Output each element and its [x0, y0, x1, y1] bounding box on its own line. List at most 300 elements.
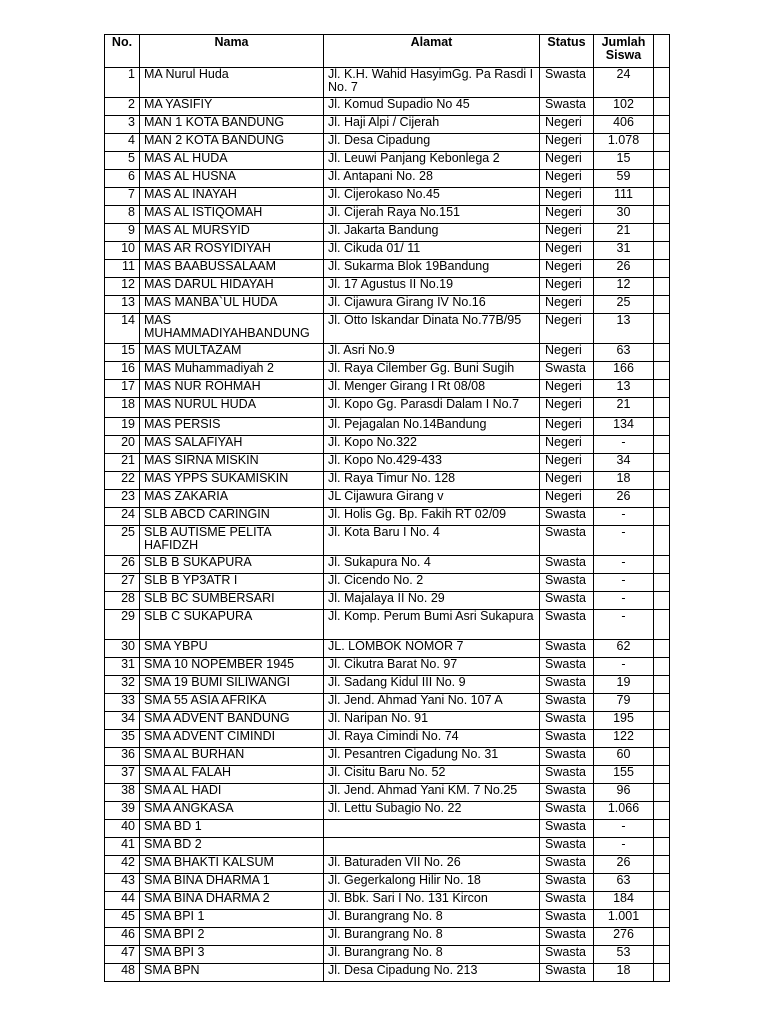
- cell-nama: SMA BD 1: [140, 820, 324, 838]
- cell-no: 40: [105, 820, 140, 838]
- cell-status: Negeri: [540, 490, 594, 508]
- cell-nama: SMA BPI 1: [140, 910, 324, 928]
- cell-no: 28: [105, 592, 140, 610]
- table-row: [105, 508, 670, 526]
- cell-no: 27: [105, 574, 140, 592]
- cell-no: 43: [105, 874, 140, 892]
- cell-status: Negeri: [540, 436, 594, 454]
- cell-jumlah-siswa: 26: [594, 260, 654, 278]
- cell-extra: [654, 910, 670, 928]
- cell-no: 35: [105, 730, 140, 748]
- cell-no: 6: [105, 170, 140, 188]
- cell-status: Swasta: [540, 874, 594, 892]
- cell-alamat: Jl. Otto Iskandar Dinata No.77B/95: [324, 314, 540, 344]
- cell-extra: [654, 676, 670, 694]
- cell-no: 9: [105, 224, 140, 242]
- cell-no: 4: [105, 134, 140, 152]
- table-row: [105, 712, 670, 730]
- table-row: [105, 242, 670, 260]
- cell-nama: MAS AL INAYAH: [140, 188, 324, 206]
- cell-nama: MAS NURUL HUDA: [140, 398, 324, 418]
- cell-jumlah-siswa: 13: [594, 314, 654, 344]
- header-jumlah: Jumlah: [601, 35, 646, 49]
- cell-extra: [654, 380, 670, 398]
- cell-alamat: JL. LOMBOK NOMOR 7: [324, 640, 540, 658]
- cell-status: Negeri: [540, 188, 594, 206]
- cell-status: Negeri: [540, 418, 594, 436]
- cell-extra: [654, 490, 670, 508]
- cell-nama: SMA ANGKASA: [140, 802, 324, 820]
- cell-extra: [654, 784, 670, 802]
- school-table: [104, 34, 670, 982]
- cell-nama: SMA AL BURHAN: [140, 748, 324, 766]
- cell-alamat: Jl. Burangrang No. 8: [324, 928, 540, 946]
- cell-nama: MAS PERSIS: [140, 418, 324, 436]
- header-status: Status: [540, 35, 594, 68]
- cell-no: 31: [105, 658, 140, 676]
- cell-nama: MAS AL HUDA: [140, 152, 324, 170]
- table-row: [105, 574, 670, 592]
- cell-nama: SLB ABCD CARINGIN: [140, 508, 324, 526]
- cell-alamat: Jl. Kota Baru I No. 4: [324, 526, 540, 556]
- cell-extra: [654, 436, 670, 454]
- cell-jumlah-siswa: 31: [594, 242, 654, 260]
- cell-no: 44: [105, 892, 140, 910]
- cell-jumlah-siswa: -: [594, 658, 654, 676]
- cell-jumlah-siswa: 18: [594, 964, 654, 982]
- cell-extra: [654, 802, 670, 820]
- cell-status: Swasta: [540, 964, 594, 982]
- cell-status: Negeri: [540, 242, 594, 260]
- cell-alamat: Jl. Cikuda 01/ 11: [324, 242, 540, 260]
- cell-no: 10: [105, 242, 140, 260]
- table-row: [105, 658, 670, 676]
- table-row: [105, 436, 670, 454]
- cell-no: 42: [105, 856, 140, 874]
- cell-alamat: Jl. Kopo No.322: [324, 436, 540, 454]
- cell-jumlah-siswa: -: [594, 508, 654, 526]
- cell-no: 22: [105, 472, 140, 490]
- table-row: [105, 928, 670, 946]
- table-row: [105, 856, 670, 874]
- cell-nama: MAS AL MURSYID: [140, 224, 324, 242]
- table-row: [105, 170, 670, 188]
- cell-status: Negeri: [540, 296, 594, 314]
- table-row: [105, 418, 670, 436]
- cell-status: Swasta: [540, 856, 594, 874]
- cell-alamat: Jl. Jend. Ahmad Yani No. 107 A: [324, 694, 540, 712]
- cell-jumlah-siswa: 276: [594, 928, 654, 946]
- cell-jumlah-siswa: 195: [594, 712, 654, 730]
- cell-status: Swasta: [540, 730, 594, 748]
- cell-no: 48: [105, 964, 140, 982]
- header-extra: [654, 35, 670, 68]
- cell-alamat: Jl. Holis Gg. Bp. Fakih RT 02/09: [324, 508, 540, 526]
- header-alamat: Alamat: [324, 35, 540, 68]
- cell-nama: MAS DARUL HIDAYAH: [140, 278, 324, 296]
- cell-extra: [654, 658, 670, 676]
- cell-nama: SMA 10 NOPEMBER 1945: [140, 658, 324, 676]
- table-row: [105, 592, 670, 610]
- cell-nama: SMA BINA DHARMA 2: [140, 892, 324, 910]
- cell-extra: [654, 712, 670, 730]
- cell-alamat: Jl. Pejagalan No.14Bandung: [324, 418, 540, 436]
- table-row: [105, 68, 670, 98]
- table-row: [105, 892, 670, 910]
- cell-no: 46: [105, 928, 140, 946]
- cell-status: Swasta: [540, 694, 594, 712]
- cell-alamat: Jl. Raya Cimindi No. 74: [324, 730, 540, 748]
- cell-jumlah-siswa: 30: [594, 206, 654, 224]
- cell-nama: MAS MULTAZAM: [140, 344, 324, 362]
- cell-no: 14: [105, 314, 140, 344]
- cell-extra: [654, 242, 670, 260]
- cell-status: Swasta: [540, 910, 594, 928]
- cell-jumlah-siswa: -: [594, 820, 654, 838]
- cell-alamat: Jl. Komp. Perum Bumi Asri Sukapura: [324, 610, 540, 640]
- cell-no: 19: [105, 418, 140, 436]
- cell-no: 29: [105, 610, 140, 640]
- cell-status: Negeri: [540, 454, 594, 472]
- cell-jumlah-siswa: 21: [594, 224, 654, 242]
- cell-jumlah-siswa: -: [594, 526, 654, 556]
- cell-alamat: Jl. Haji Alpi / Cijerah: [324, 116, 540, 134]
- cell-nama: SMA AL HADI: [140, 784, 324, 802]
- cell-nama: SMA ADVENT CIMINDI: [140, 730, 324, 748]
- cell-extra: [654, 508, 670, 526]
- cell-nama: MAS BAABUSSALAAM: [140, 260, 324, 278]
- cell-no: 36: [105, 748, 140, 766]
- cell-no: 45: [105, 910, 140, 928]
- cell-status: Negeri: [540, 472, 594, 490]
- cell-jumlah-siswa: 53: [594, 946, 654, 964]
- cell-nama: MAS ZAKARIA: [140, 490, 324, 508]
- cell-jumlah-siswa: 59: [594, 170, 654, 188]
- cell-jumlah-siswa: 63: [594, 874, 654, 892]
- table-row: [105, 802, 670, 820]
- cell-jumlah-siswa: 134: [594, 418, 654, 436]
- cell-alamat: Jl. Bbk. Sari I No. 131 Kircon: [324, 892, 540, 910]
- cell-no: 32: [105, 676, 140, 694]
- cell-nama: MAS MUHAMMADIYAHBANDUNG: [140, 314, 324, 344]
- cell-no: 47: [105, 946, 140, 964]
- cell-nama: MAS AL HUSNA: [140, 170, 324, 188]
- cell-alamat: Jl. Sukapura No. 4: [324, 556, 540, 574]
- cell-status: Swasta: [540, 946, 594, 964]
- cell-nama: SMA YBPU: [140, 640, 324, 658]
- cell-extra: [654, 730, 670, 748]
- cell-no: 5: [105, 152, 140, 170]
- cell-jumlah-siswa: 122: [594, 730, 654, 748]
- cell-jumlah-siswa: 19: [594, 676, 654, 694]
- cell-status: Swasta: [540, 838, 594, 856]
- cell-extra: [654, 398, 670, 418]
- cell-alamat: Jl. Asri No.9: [324, 344, 540, 362]
- table-row: [105, 748, 670, 766]
- table-row: [105, 472, 670, 490]
- table-row: [105, 362, 670, 380]
- cell-extra: [654, 574, 670, 592]
- cell-status: Swasta: [540, 574, 594, 592]
- table-row: [105, 344, 670, 362]
- cell-jumlah-siswa: 1.001: [594, 910, 654, 928]
- cell-extra: [654, 640, 670, 658]
- cell-alamat: Jl. Desa Cipadung: [324, 134, 540, 152]
- cell-extra: [654, 314, 670, 344]
- cell-extra: [654, 526, 670, 556]
- cell-jumlah-siswa: -: [594, 838, 654, 856]
- cell-jumlah-siswa: -: [594, 436, 654, 454]
- table-row: [105, 874, 670, 892]
- cell-extra: [654, 472, 670, 490]
- cell-status: Negeri: [540, 116, 594, 134]
- cell-nama: MAN 1 KOTA BANDUNG: [140, 116, 324, 134]
- table-row: [105, 206, 670, 224]
- cell-alamat: Jl. Cisitu Baru No. 52: [324, 766, 540, 784]
- cell-alamat: Jl. Jakarta Bandung: [324, 224, 540, 242]
- table-body: [105, 68, 670, 982]
- table-row: [105, 730, 670, 748]
- table-row: [105, 820, 670, 838]
- table-row: [105, 116, 670, 134]
- cell-jumlah-siswa: 406: [594, 116, 654, 134]
- cell-jumlah-siswa: 1.066: [594, 802, 654, 820]
- cell-extra: [654, 946, 670, 964]
- cell-no: 7: [105, 188, 140, 206]
- table-row: [105, 640, 670, 658]
- cell-extra: [654, 362, 670, 380]
- cell-alamat: Jl. Sadang Kidul III No. 9: [324, 676, 540, 694]
- cell-extra: [654, 68, 670, 98]
- cell-status: Negeri: [540, 278, 594, 296]
- cell-alamat: Jl. Antapani No. 28: [324, 170, 540, 188]
- cell-jumlah-siswa: -: [594, 574, 654, 592]
- cell-extra: [654, 748, 670, 766]
- cell-jumlah-siswa: 63: [594, 344, 654, 362]
- table-row: [105, 964, 670, 982]
- table-row: [105, 278, 670, 296]
- cell-alamat: Jl. Pesantren Cigadung No. 31: [324, 748, 540, 766]
- cell-no: 34: [105, 712, 140, 730]
- cell-nama: SMA BPI 2: [140, 928, 324, 946]
- cell-extra: [654, 454, 670, 472]
- table-row: [105, 380, 670, 398]
- cell-alamat: Jl. Cikutra Barat No. 97: [324, 658, 540, 676]
- cell-extra: [654, 856, 670, 874]
- cell-no: 26: [105, 556, 140, 574]
- cell-status: Swasta: [540, 784, 594, 802]
- cell-no: 2: [105, 98, 140, 116]
- cell-no: 24: [105, 508, 140, 526]
- cell-jumlah-siswa: 24: [594, 68, 654, 98]
- cell-alamat: [324, 820, 540, 838]
- table-row: [105, 676, 670, 694]
- cell-no: 8: [105, 206, 140, 224]
- cell-nama: MAS AL ISTIQOMAH: [140, 206, 324, 224]
- cell-extra: [654, 820, 670, 838]
- cell-extra: [654, 556, 670, 574]
- cell-status: Swasta: [540, 640, 594, 658]
- cell-no: 30: [105, 640, 140, 658]
- table-row: [105, 694, 670, 712]
- cell-status: Swasta: [540, 362, 594, 380]
- cell-alamat: Jl. Kopo Gg. Parasdi Dalam I No.7: [324, 398, 540, 418]
- header-jumlah-siswa: [594, 35, 654, 68]
- cell-alamat: [324, 838, 540, 856]
- cell-alamat: JL Cijawura Girang v: [324, 490, 540, 508]
- cell-alamat: Jl. Gegerkalong Hilir No. 18: [324, 874, 540, 892]
- cell-jumlah-siswa: 15: [594, 152, 654, 170]
- cell-status: Swasta: [540, 98, 594, 116]
- cell-extra: [654, 874, 670, 892]
- table-row: [105, 526, 670, 556]
- cell-no: 16: [105, 362, 140, 380]
- cell-alamat: Jl. Kopo No.429-433: [324, 454, 540, 472]
- table-row: [105, 296, 670, 314]
- cell-nama: SLB B SUKAPURA: [140, 556, 324, 574]
- table-row: [105, 946, 670, 964]
- cell-nama: MAS NUR ROHMAH: [140, 380, 324, 398]
- cell-status: Swasta: [540, 892, 594, 910]
- cell-extra: [654, 278, 670, 296]
- cell-extra: [654, 170, 670, 188]
- cell-nama: SMA BPN: [140, 964, 324, 982]
- cell-extra: [654, 610, 670, 640]
- cell-jumlah-siswa: -: [594, 556, 654, 574]
- cell-jumlah-siswa: 111: [594, 188, 654, 206]
- cell-jumlah-siswa: 21: [594, 398, 654, 418]
- cell-no: 18: [105, 398, 140, 418]
- cell-extra: [654, 964, 670, 982]
- cell-no: 25: [105, 526, 140, 556]
- cell-nama: SMA BINA DHARMA 1: [140, 874, 324, 892]
- cell-nama: MA Nurul Huda: [140, 68, 324, 98]
- table-row: [105, 454, 670, 472]
- cell-alamat: Jl. Raya Timur No. 128: [324, 472, 540, 490]
- header-no: No.: [105, 35, 140, 68]
- table-row: [105, 152, 670, 170]
- cell-extra: [654, 134, 670, 152]
- cell-alamat: Jl. 17 Agustus II No.19: [324, 278, 540, 296]
- table-row: [105, 490, 670, 508]
- cell-alamat: Jl. Menger Girang I Rt 08/08: [324, 380, 540, 398]
- cell-extra: [654, 418, 670, 436]
- cell-jumlah-siswa: 12: [594, 278, 654, 296]
- cell-status: Swasta: [540, 928, 594, 946]
- cell-status: Swasta: [540, 508, 594, 526]
- cell-jumlah-siswa: 102: [594, 98, 654, 116]
- cell-status: Swasta: [540, 610, 594, 640]
- table-row: [105, 224, 670, 242]
- cell-alamat: Jl. Jend. Ahmad Yani KM. 7 No.25: [324, 784, 540, 802]
- cell-status: Negeri: [540, 314, 594, 344]
- cell-nama: SLB AUTISME PELITA HAFIDZH: [140, 526, 324, 556]
- cell-jumlah-siswa: 26: [594, 490, 654, 508]
- cell-nama: SMA ADVENT BANDUNG: [140, 712, 324, 730]
- cell-no: 33: [105, 694, 140, 712]
- cell-extra: [654, 224, 670, 242]
- cell-alamat: Jl. K.H. Wahid HasyimGg. Pa Rasdi I No. 7: [324, 68, 540, 98]
- cell-nama: MAS AR ROSYIDIYAH: [140, 242, 324, 260]
- cell-nama: SLB BC SUMBERSARI: [140, 592, 324, 610]
- cell-status: Negeri: [540, 134, 594, 152]
- cell-jumlah-siswa: 34: [594, 454, 654, 472]
- cell-extra: [654, 188, 670, 206]
- cell-alamat: Jl. Komud Supadio No 45: [324, 98, 540, 116]
- cell-no: 1: [105, 68, 140, 98]
- cell-no: 11: [105, 260, 140, 278]
- cell-status: Negeri: [540, 398, 594, 418]
- cell-extra: [654, 296, 670, 314]
- cell-alamat: Jl. Raya Cilember Gg. Buni Sugih: [324, 362, 540, 380]
- cell-jumlah-siswa: 79: [594, 694, 654, 712]
- cell-status: Swasta: [540, 658, 594, 676]
- cell-status: Swasta: [540, 68, 594, 98]
- cell-status: Swasta: [540, 820, 594, 838]
- table-row: [105, 260, 670, 278]
- cell-alamat: Jl. Baturaden VII No. 26: [324, 856, 540, 874]
- cell-extra: [654, 206, 670, 224]
- cell-no: 37: [105, 766, 140, 784]
- cell-no: 20: [105, 436, 140, 454]
- cell-jumlah-siswa: 166: [594, 362, 654, 380]
- cell-nama: SMA AL FALAH: [140, 766, 324, 784]
- table-row: [105, 398, 670, 418]
- table-row: [105, 610, 670, 640]
- table-row: [105, 838, 670, 856]
- cell-no: 15: [105, 344, 140, 362]
- table-row: [105, 314, 670, 344]
- cell-alamat: Jl. Leuwi Panjang Kebonlega 2: [324, 152, 540, 170]
- cell-status: Negeri: [540, 344, 594, 362]
- cell-jumlah-siswa: -: [594, 610, 654, 640]
- cell-extra: [654, 766, 670, 784]
- cell-alamat: Jl. Cijerokaso No.45: [324, 188, 540, 206]
- cell-jumlah-siswa: 184: [594, 892, 654, 910]
- header-siswa: Siswa: [605, 48, 642, 62]
- cell-status: Negeri: [540, 260, 594, 278]
- cell-status: Swasta: [540, 526, 594, 556]
- cell-extra: [654, 344, 670, 362]
- cell-status: Swasta: [540, 712, 594, 730]
- cell-extra: [654, 892, 670, 910]
- cell-no: 39: [105, 802, 140, 820]
- cell-alamat: Jl. Burangrang No. 8: [324, 910, 540, 928]
- cell-no: 41: [105, 838, 140, 856]
- table-row: [105, 188, 670, 206]
- cell-status: Swasta: [540, 676, 594, 694]
- table-row: [105, 766, 670, 784]
- table-row: [105, 98, 670, 116]
- cell-alamat: Jl. Lettu Subagio No. 22: [324, 802, 540, 820]
- cell-no: 23: [105, 490, 140, 508]
- cell-alamat: Jl. Sukarma Blok 19Bandung: [324, 260, 540, 278]
- cell-extra: [654, 98, 670, 116]
- cell-status: Swasta: [540, 766, 594, 784]
- cell-alamat: Jl. Cijawura Girang IV No.16: [324, 296, 540, 314]
- cell-nama: SLB C SUKAPURA: [140, 610, 324, 640]
- cell-status: Swasta: [540, 592, 594, 610]
- cell-nama: MAS MANBA`UL HUDA: [140, 296, 324, 314]
- cell-nama: SMA BHAKTI KALSUM: [140, 856, 324, 874]
- cell-jumlah-siswa: 60: [594, 748, 654, 766]
- cell-jumlah-siswa: -: [594, 592, 654, 610]
- cell-status: Negeri: [540, 170, 594, 188]
- cell-jumlah-siswa: 96: [594, 784, 654, 802]
- cell-nama: MAS Muhammadiyah 2: [140, 362, 324, 380]
- cell-alamat: Jl. Burangrang No. 8: [324, 946, 540, 964]
- cell-status: Swasta: [540, 748, 594, 766]
